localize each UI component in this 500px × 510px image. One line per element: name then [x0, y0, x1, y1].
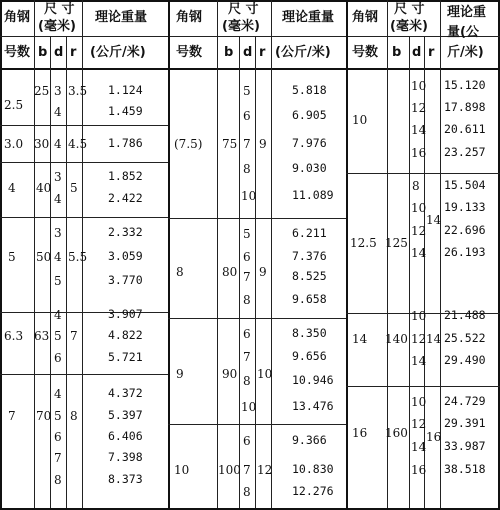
weight-cell: 9.030: [292, 161, 327, 175]
dimension-cell: 10: [411, 309, 427, 323]
dimension-cell: 90: [222, 367, 238, 381]
dimension-cell: 9: [259, 265, 267, 279]
header-mm: (毫米): [222, 19, 260, 34]
header-b: b: [224, 45, 234, 60]
dimension-cell: 50: [36, 250, 52, 264]
dimension-cell: 6: [54, 430, 62, 444]
table-horizontal-rule: [346, 173, 500, 174]
weight-cell: 21.488: [444, 308, 486, 322]
table-vertical-rule: [387, 0, 388, 36]
dimension-cell: 16: [352, 426, 368, 440]
weight-cell: 5.397: [108, 408, 143, 422]
weight-cell: 8.350: [292, 326, 327, 340]
dimension-cell: 7: [70, 329, 78, 343]
dimension-cell: 5.5: [68, 250, 88, 264]
dimension-cell: 3.5: [68, 84, 88, 98]
dimension-cell: 4: [54, 308, 62, 322]
dimension-cell: 140: [385, 332, 408, 346]
dimension-cell: 6: [54, 351, 62, 365]
header-angle-steel: 角钢: [352, 10, 379, 25]
dimension-cell: 6: [243, 109, 251, 123]
dimension-cell: 30: [34, 137, 50, 151]
dimension-cell: 5: [54, 274, 62, 288]
dimension-cell: 8: [412, 179, 420, 193]
dimension-cell: 12: [411, 417, 427, 431]
weight-cell: 11.089: [292, 188, 334, 202]
table-vertical-rule: [409, 36, 410, 508]
weight-cell: 7.976: [292, 136, 327, 150]
weight-cell: 7.376: [292, 249, 327, 263]
header-number: 号数: [4, 45, 31, 60]
dimension-cell: 6: [243, 434, 251, 448]
header-b: b: [38, 45, 48, 60]
dimension-cell: 16: [411, 463, 427, 477]
dimension-cell: 14: [352, 332, 368, 346]
header-mm: (毫米): [38, 19, 76, 34]
weight-cell: 9.656: [292, 349, 327, 363]
table-vertical-rule: [0, 0, 2, 510]
dimension-cell: 8: [54, 473, 62, 487]
weight-cell: 12.276: [292, 484, 334, 498]
dimension-cell: 63: [34, 329, 50, 343]
table-vertical-rule: [346, 0, 348, 510]
weight-cell: 9.366: [292, 433, 327, 447]
weight-cell: 22.696: [444, 223, 486, 237]
weight-cell: 13.476: [292, 399, 334, 413]
dimension-cell: 6.3: [4, 329, 24, 343]
dimension-cell: 3: [54, 226, 62, 240]
weight-cell: 4.372: [108, 386, 143, 400]
dimension-cell: 2.5: [4, 98, 24, 112]
header-theoretical-weight: 理论重量: [282, 10, 335, 25]
weight-cell: 2.422: [108, 191, 143, 205]
weight-cell: 1.852: [108, 169, 143, 183]
dimension-cell: 10: [411, 395, 427, 409]
header-dimensions: 尺 寸: [394, 2, 425, 17]
table-vertical-rule: [82, 36, 83, 508]
dimension-cell: 25: [34, 84, 50, 98]
dimension-cell: 10: [352, 113, 368, 127]
dimension-cell: 12: [411, 101, 427, 115]
table-horizontal-rule: [168, 318, 346, 319]
weight-cell: 1.124: [108, 83, 143, 97]
weight-cell: 7.398: [108, 450, 143, 464]
dimension-cell: 125: [385, 236, 408, 250]
dimension-cell: 4: [8, 181, 16, 195]
dimension-cell: 80: [222, 265, 238, 279]
dimension-cell: 10: [241, 189, 257, 203]
header-b: b: [392, 45, 402, 60]
dimension-cell: 7: [243, 270, 251, 284]
table-vertical-rule: [440, 0, 441, 36]
table-vertical-rule: [217, 36, 218, 508]
header-angle-steel: 角钢: [4, 10, 31, 25]
weight-cell: 8.373: [108, 472, 143, 486]
weight-cell: 29.391: [444, 416, 486, 430]
weight-cell: 38.518: [444, 462, 486, 476]
dimension-cell: 5: [243, 84, 251, 98]
dimension-cell: 14: [426, 332, 442, 346]
header-d: d: [412, 45, 422, 60]
weight-cell: 6.211: [292, 226, 327, 240]
dimension-cell: 10: [174, 463, 190, 477]
weight-cell: 3.907: [108, 307, 143, 321]
dimension-cell: 9: [176, 367, 184, 381]
weight-cell: 29.490: [444, 353, 486, 367]
weight-cell: 20.611: [444, 122, 486, 136]
header-mm: (毫米): [390, 19, 428, 34]
table-vertical-rule: [50, 36, 51, 508]
weight-cell: 25.522: [444, 331, 486, 345]
header-number: 号数: [176, 45, 203, 60]
table-vertical-rule: [255, 36, 256, 508]
dimension-cell: 8: [243, 162, 251, 176]
table-horizontal-rule: [0, 68, 500, 70]
weight-cell: 33.987: [444, 439, 486, 453]
dimension-cell: 10: [411, 79, 427, 93]
header-weight-label-2: 量(公: [447, 25, 479, 40]
header-r: r: [259, 45, 266, 60]
table-horizontal-rule: [0, 125, 168, 126]
dimension-cell: 14: [411, 440, 427, 454]
table-vertical-rule: [34, 36, 35, 508]
dimension-cell: 14: [426, 213, 442, 227]
weight-cell: 5.818: [292, 83, 327, 97]
dimension-cell: 5: [243, 227, 251, 241]
header-kg-per-m: (公斤/米): [90, 45, 146, 60]
table-horizontal-rule: [0, 217, 168, 218]
dimension-cell: 70: [36, 409, 52, 423]
dimension-cell: 5: [54, 329, 62, 343]
dimension-cell: 3: [54, 170, 62, 184]
weight-cell: 3.770: [108, 273, 143, 287]
dimension-cell: 16: [426, 430, 442, 444]
dimension-cell: (7.5): [174, 137, 203, 151]
dimension-cell: 4: [54, 192, 62, 206]
dimension-cell: 12: [257, 463, 273, 477]
dimension-cell: 7: [243, 463, 251, 477]
dimension-cell: 14: [411, 123, 427, 137]
dimension-cell: 10: [241, 400, 257, 414]
dimension-cell: 100: [218, 463, 241, 477]
table-vertical-rule: [271, 0, 272, 36]
weight-cell: 6.406: [108, 429, 143, 443]
table-horizontal-rule: [168, 424, 346, 425]
dimension-cell: 160: [385, 426, 408, 440]
dimension-cell: 6: [243, 327, 251, 341]
dimension-cell: 10: [257, 367, 273, 381]
header-angle-steel: 角钢: [176, 10, 203, 25]
header-kg-per-m: (公斤/米): [275, 45, 331, 60]
header-d: d: [243, 45, 253, 60]
dimension-cell: 12: [411, 224, 427, 238]
dimension-cell: 7: [243, 137, 251, 151]
header-number: 号数: [352, 45, 379, 60]
header-d: d: [54, 45, 64, 60]
dimension-cell: 4: [54, 105, 62, 119]
table-vertical-rule: [66, 36, 67, 508]
weight-cell: 10.830: [292, 462, 334, 476]
weight-cell: 1.786: [108, 136, 143, 150]
dimension-cell: 8: [243, 293, 251, 307]
weight-cell: 15.120: [444, 78, 486, 92]
table-horizontal-rule: [0, 162, 168, 163]
header-r: r: [70, 45, 77, 60]
dimension-cell: 5: [8, 250, 16, 264]
dimension-cell: 5: [70, 181, 78, 195]
dimension-cell: 12: [411, 332, 427, 346]
dimension-cell: 8: [70, 409, 78, 423]
table-horizontal-rule: [0, 374, 168, 375]
weight-cell: 10.946: [292, 373, 334, 387]
dimension-cell: 3.0: [4, 137, 24, 151]
dimension-cell: 40: [36, 181, 52, 195]
table-vertical-rule: [271, 36, 272, 508]
weight-cell: 17.898: [444, 100, 486, 114]
dimension-cell: 8: [176, 265, 184, 279]
table-horizontal-rule: [0, 36, 500, 37]
dimension-cell: 4: [54, 387, 62, 401]
weight-cell: 5.721: [108, 350, 143, 364]
dimension-cell: 7: [54, 451, 62, 465]
header-dimensions: 尺 寸: [228, 2, 259, 17]
weight-cell: 6.905: [292, 108, 327, 122]
table-horizontal-rule: [168, 218, 346, 219]
weight-cell: 4.822: [108, 328, 143, 342]
dimension-cell: 7: [243, 350, 251, 364]
dimension-cell: 4: [54, 250, 62, 264]
dimension-cell: 4: [54, 137, 62, 151]
header-weight-label-3: 斤/米): [447, 45, 484, 60]
table-horizontal-rule: [346, 386, 500, 387]
table-vertical-rule: [82, 0, 83, 36]
header-theoretical-weight: 理论重量: [95, 10, 148, 25]
dimension-cell: 5: [54, 409, 62, 423]
table-vertical-rule: [217, 0, 218, 36]
weight-cell: 1.459: [108, 104, 143, 118]
weight-cell: 26.193: [444, 245, 486, 259]
dimension-cell: 9: [259, 137, 267, 151]
weight-cell: 23.257: [444, 145, 486, 159]
weight-cell: 24.729: [444, 394, 486, 408]
weight-cell: 15.504: [444, 178, 486, 192]
dimension-cell: 4.5: [68, 137, 88, 151]
header-r: r: [428, 45, 435, 60]
dimension-cell: 10: [411, 201, 427, 215]
dimension-cell: 16: [411, 146, 427, 160]
dimension-cell: 7: [8, 409, 16, 423]
dimension-cell: 8: [243, 485, 251, 499]
table-vertical-rule: [34, 0, 35, 36]
weight-cell: 8.525: [292, 269, 327, 283]
dimension-cell: 6: [243, 250, 251, 264]
dimension-cell: 8: [243, 374, 251, 388]
dimension-cell: 75: [222, 137, 238, 151]
header-dimensions: 尺 寸: [44, 2, 75, 17]
weight-cell: 3.059: [108, 249, 143, 263]
table-vertical-rule: [239, 36, 240, 508]
dimension-cell: 14: [411, 354, 427, 368]
weight-cell: 19.133: [444, 200, 486, 214]
table-vertical-rule: [168, 0, 170, 510]
dimension-cell: 3: [54, 84, 62, 98]
dimension-cell: 14: [411, 246, 427, 260]
weight-cell: 2.332: [108, 225, 143, 239]
dimension-cell: 12.5: [350, 236, 377, 250]
weight-cell: 9.658: [292, 292, 327, 306]
header-weight-label-1: 理论重: [447, 5, 487, 20]
